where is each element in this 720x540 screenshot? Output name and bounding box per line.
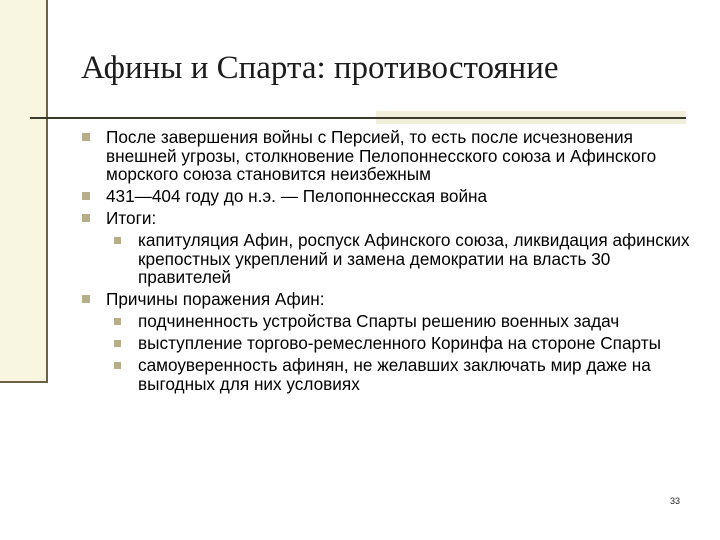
square-bullet-icon: [82, 192, 90, 200]
list-item: [82, 290, 700, 309]
list-item-text: выступление торгово-ремесленного Коринфа на стороне Спарты: [138, 333, 661, 354]
left-decorative-bar: [0, 0, 46, 383]
list-item: [82, 128, 700, 184]
square-bullet-icon: [82, 133, 90, 141]
list-item-text: самоуверенность афинян, не желавших заключать мир даже на выгодных для них условиях: [138, 355, 651, 394]
square-bullet-icon: [114, 340, 121, 347]
list-item: [82, 209, 700, 228]
left-bar-bottom-border: [0, 381, 48, 383]
list-item-text: 431—404 году до н.э. — Пелопоннесская война: [106, 186, 488, 207]
title-divider: [30, 117, 686, 119]
square-bullet-icon: [114, 362, 121, 369]
square-bullet-icon: [114, 318, 121, 325]
list-item-text: подчиненность устройства Спарты решению военных задач: [138, 311, 620, 332]
square-bullet-icon: [114, 237, 121, 244]
page-number: 33: [669, 496, 680, 506]
list-item-text: Причины поражения Афин:: [106, 289, 325, 310]
left-bar-border: [46, 0, 48, 383]
sub-list-item: [82, 356, 700, 393]
square-bullet-icon: [82, 214, 90, 222]
bullet-list: [82, 128, 700, 397]
sub-list-item: [82, 231, 700, 287]
sub-list-item: [82, 334, 700, 353]
list-item-text: Итоги:: [106, 208, 157, 229]
list-item-text: После завершения войны с Персией, то есть после исчезновения внешней угрозы, столкновение Пелопоннесского союза и Афинского морского союза становится неизбежным: [106, 127, 657, 185]
list-item-text: капитуляция Афин, роспуск Афинского союза, ликвидация афинских крепостных укреплений и замена демократии на власть 30 правителей: [138, 230, 690, 288]
slide-title: Афины и Спарта: противостояние: [81, 50, 559, 86]
square-bullet-icon: [82, 295, 90, 303]
sub-list-item: [82, 312, 700, 331]
list-item: [82, 187, 700, 206]
